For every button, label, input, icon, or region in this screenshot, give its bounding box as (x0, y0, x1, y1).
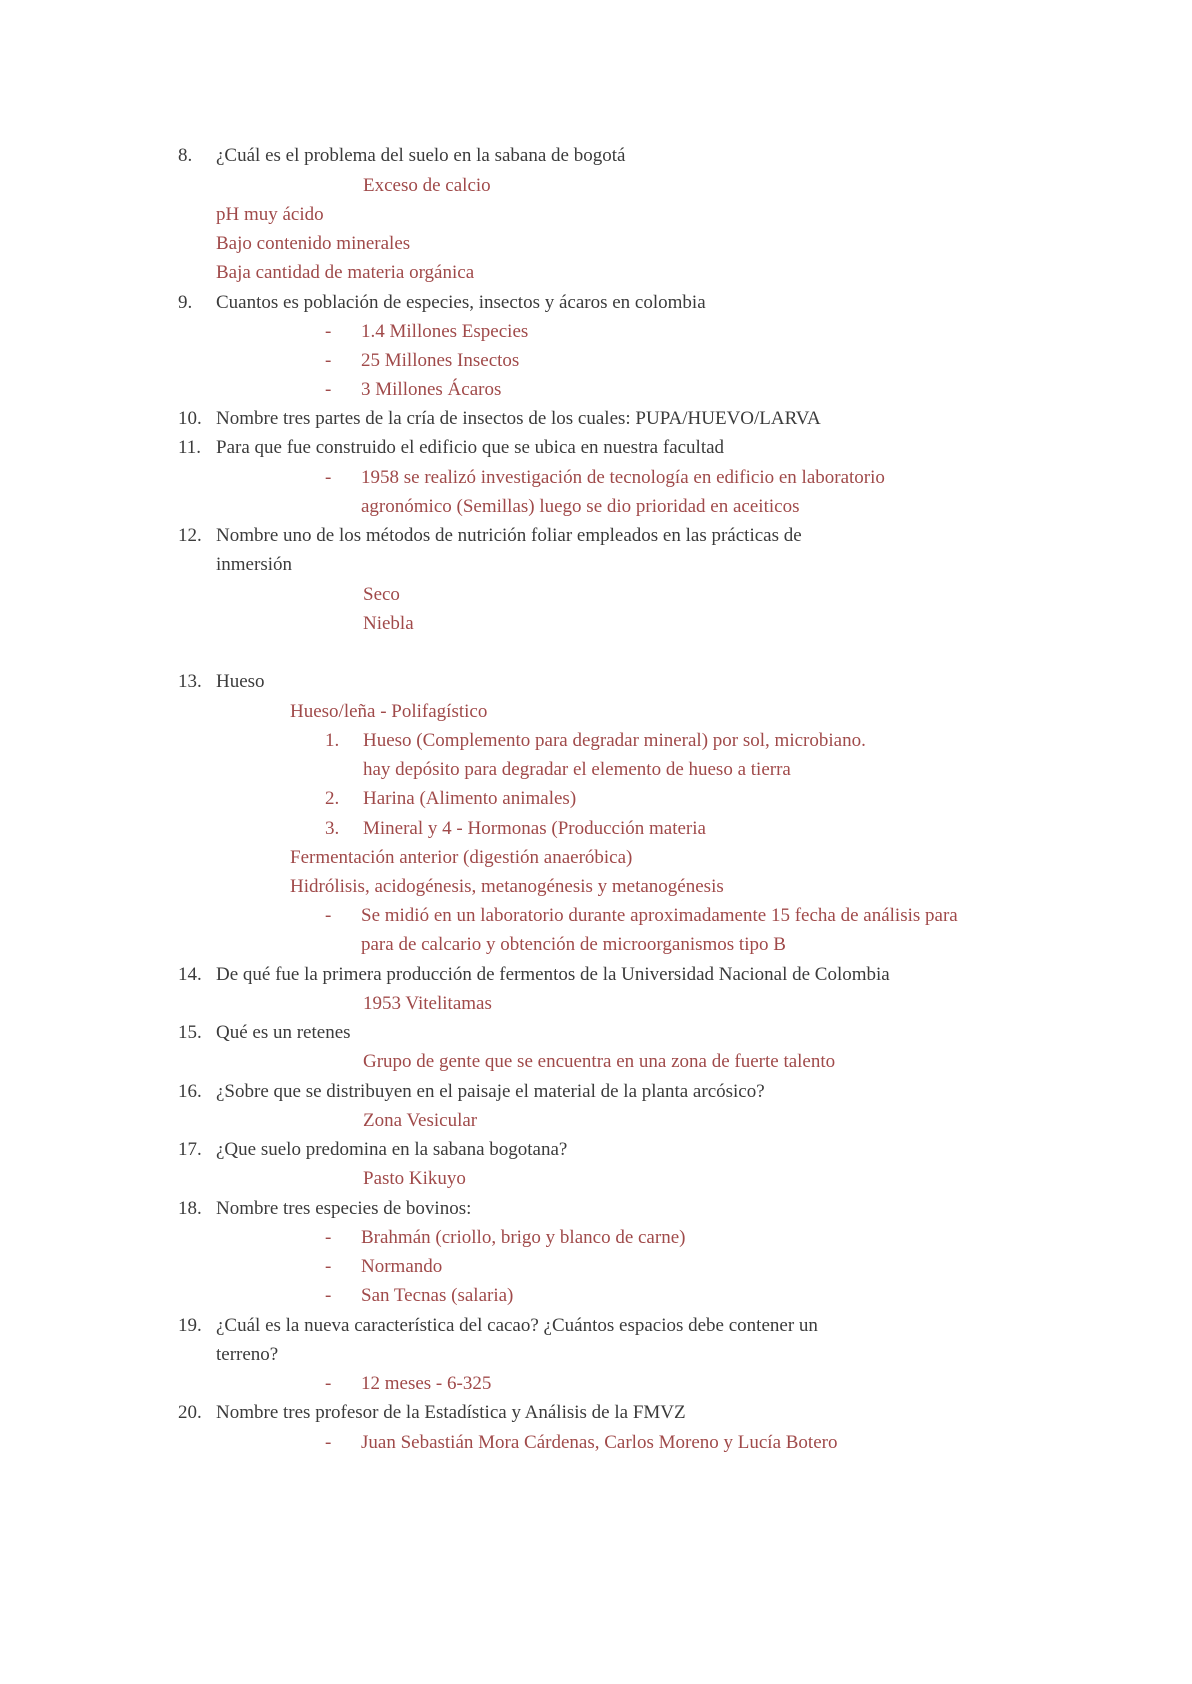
item-number: 15. (178, 1022, 202, 1043)
question-10 (178, 405, 821, 433)
answer-bullet (325, 1253, 442, 1281)
item-number: 3. (325, 818, 340, 839)
answer-line: Zona Vesicular (363, 1110, 478, 1131)
question-text: Nombre tres profesor de la Estadística y Análisis de la FMVZ (216, 1402, 686, 1423)
dash-bullet: - (325, 905, 332, 926)
item-number: 19. (178, 1315, 202, 1336)
answer-line: Niebla (363, 613, 414, 634)
dash-bullet: - (325, 321, 332, 342)
question-continuation: terreno? (216, 1344, 279, 1365)
question-14 (178, 961, 890, 989)
answer-text: 25 Millones Insectos (361, 350, 520, 371)
question-13 (178, 668, 265, 696)
answer-text: San Tecnas (salaria) (361, 1285, 514, 1306)
question-text: ¿Que suelo predomina en la sabana bogotana? (216, 1139, 568, 1160)
item-number: 9. (178, 292, 193, 313)
question-11 (178, 434, 724, 462)
answer-line: Fermentación anterior (digestión anaeróbica) (290, 847, 633, 868)
answer-line: Grupo de gente que se encuentra en una zona de fuerte talento (363, 1051, 836, 1072)
answer-line: Hidrólisis, acidogénesis, metanogénesis y metanogénesis (290, 876, 724, 897)
question-20 (178, 1399, 686, 1427)
answer-bullet (325, 1370, 491, 1398)
answer-line: Seco (363, 584, 400, 605)
dash-bullet: - (325, 1285, 332, 1306)
answer-text: Se midió en un laboratorio durante aproximadamente 15 fecha de análisis para (361, 905, 958, 926)
question-9 (178, 289, 706, 317)
answer-text: 1.4 Millones Especies (361, 321, 529, 342)
dash-bullet: - (325, 379, 332, 400)
dash-bullet: - (325, 1373, 332, 1394)
answer-numbered (325, 727, 866, 755)
question-text: Hueso (216, 671, 265, 692)
item-number: 20. (178, 1402, 202, 1423)
question-text: Nombre tres especies de bovinos: (216, 1198, 472, 1219)
question-text: De qué fue la primera producción de fermentos de la Universidad Nacional de Colombia (216, 964, 890, 985)
answer-line: para de calcario y obtención de microorganismos tipo B (361, 934, 786, 955)
answer-bullet (325, 376, 501, 404)
item-number: 10. (178, 408, 202, 429)
question-continuation: inmersión (216, 554, 292, 575)
answer-line: agronómico (Semillas) luego se dio prioridad en aceiticos (361, 496, 800, 517)
answer-text: Normando (361, 1256, 443, 1277)
answer-text: Mineral y 4 - Hormonas (Producción materia (363, 818, 706, 839)
item-number: 17. (178, 1139, 202, 1160)
answer-bullet (325, 902, 958, 930)
answer-bullet (325, 1282, 513, 1310)
answer-line: pH muy ácido (216, 204, 324, 225)
item-number: 16. (178, 1081, 202, 1102)
answer-bullet (325, 347, 519, 375)
answer-line: 1953 Vitelitamas (363, 993, 492, 1014)
answer-text: Hueso (Complemento para degradar mineral) por sol, microbiano. (363, 730, 866, 751)
answer-line: Hueso/leña - Polifagístico (290, 701, 488, 722)
item-number: 1. (325, 730, 340, 751)
answer-line: Pasto Kikuyo (363, 1168, 466, 1189)
question-16 (178, 1078, 765, 1106)
answer-text: Brahmán (criollo, brigo y blanco de carne) (361, 1227, 686, 1248)
dash-bullet: - (325, 467, 332, 488)
question-17 (178, 1136, 567, 1164)
item-number: 18. (178, 1198, 202, 1219)
answer-numbered (325, 815, 706, 843)
dash-bullet: - (325, 1432, 332, 1453)
answer-text: Harina (Alimento animales) (363, 788, 577, 809)
item-number: 13. (178, 671, 202, 692)
question-19 (178, 1312, 818, 1340)
answer-line: Bajo contenido minerales (216, 233, 411, 254)
question-15 (178, 1019, 351, 1047)
item-number: 11. (178, 437, 202, 458)
answer-bullet (325, 318, 528, 346)
question-8 (178, 142, 625, 170)
answer-text: 12 meses - 6-325 (361, 1373, 492, 1394)
item-number: 8. (178, 145, 193, 166)
question-text: Qué es un retenes (216, 1022, 351, 1043)
item-number: 12. (178, 525, 202, 546)
answer-text: 1958 se realizó investigación de tecnología en edificio en laboratorio (361, 467, 885, 488)
dash-bullet: - (325, 1256, 332, 1277)
question-18 (178, 1195, 471, 1223)
question-text: ¿Cuál es el problema del suelo en la sabana de bogotá (216, 145, 626, 166)
question-text: Para que fue construido el edificio que se ubica en nuestra facultad (216, 437, 725, 458)
dash-bullet: - (325, 1227, 332, 1248)
question-text: Nombre uno de los métodos de nutrición foliar empleados en las prácticas de (216, 525, 802, 546)
answer-line: Exceso de calcio (363, 175, 491, 196)
answer-bullet (325, 464, 885, 492)
dash-bullet: - (325, 350, 332, 371)
item-number: 14. (178, 964, 202, 985)
question-text: Nombre tres partes de la cría de insectos de los cuales: PUPA/HUEVO/LARVA (216, 408, 821, 429)
answer-line: Baja cantidad de materia orgánica (216, 262, 475, 283)
answer-line: hay depósito para degradar el elemento de hueso a tierra (363, 759, 791, 780)
answer-text: Juan Sebastián Mora Cárdenas, Carlos Moreno y Lucía Botero (361, 1432, 838, 1453)
question-text: ¿Cuál es la nueva característica del cacao? ¿Cuántos espacios debe contener un (216, 1315, 818, 1336)
question-text: ¿Sobre que se distribuyen en el paisaje el material de la planta arcósico? (216, 1081, 765, 1102)
answer-text: 3 Millones Ácaros (361, 379, 502, 400)
question-12 (178, 522, 802, 550)
answer-numbered (325, 785, 576, 813)
question-text: Cuantos es población de especies, insectos y ácaros en colombia (216, 292, 706, 313)
answer-bullet (325, 1224, 685, 1252)
answer-bullet (325, 1429, 837, 1457)
item-number: 2. (325, 788, 340, 809)
